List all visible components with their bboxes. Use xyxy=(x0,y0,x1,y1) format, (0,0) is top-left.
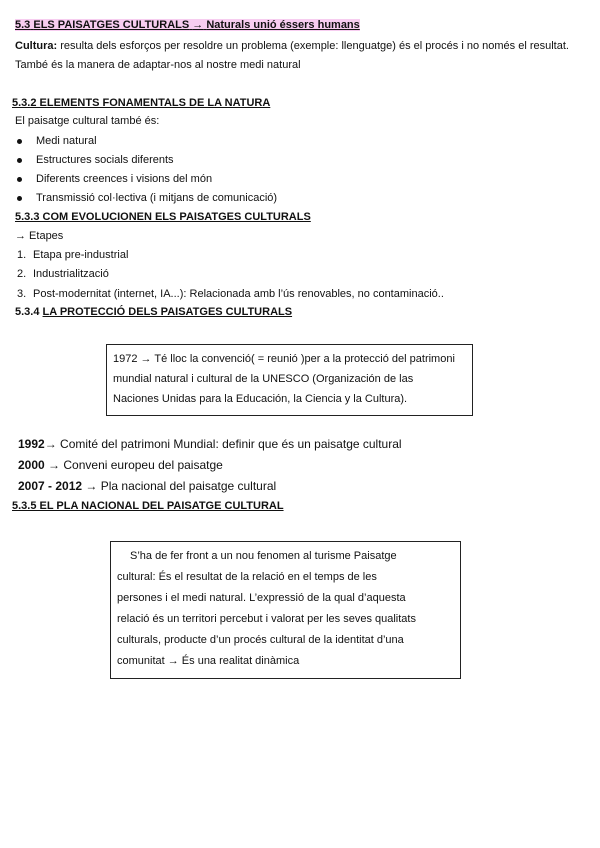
cultura-label: Cultura: xyxy=(15,40,58,52)
cultura-line2: També és la manera de adaptar-nos al nostre medi natural xyxy=(15,59,301,71)
bullet-icon xyxy=(17,177,22,182)
bullet-icon xyxy=(17,196,22,201)
section-5-3-2-heading: 5.3.2 ELEMENTS FONAMENTALS DE LA NATURA xyxy=(12,97,271,109)
list-item: Medi natural xyxy=(17,135,97,147)
paisatge-cultural-box: S’ha de fer front a un nou fenomen al turisme Paisatge cultural: És el resultat de la relació en el temps de les persones i el medi natural. L’expressió de la qual d’aquesta relació és un territori percebut i valorat per les seves qualitats culturals, producte d’un procés cultural de la identitat d’una comunitat → És una realitat dinàmica xyxy=(110,541,461,679)
timeline-item: 2000 → Conveni europeu del paisatge xyxy=(18,458,223,472)
section-5-3-heading xyxy=(15,19,360,31)
list-item: Transmissió col·lectiva (i mitjans de comunicació) xyxy=(17,192,277,204)
list-item: 1. Etapa pre-industrial xyxy=(17,249,129,261)
bullet-icon xyxy=(17,139,22,144)
list-item: 3. Post-modernitat (internet, IA...): Relacionada amb l’ús renovables, no contaminació.. xyxy=(17,288,444,300)
section-5-3-5-heading: 5.3.5 EL PLA NACIONAL DEL PAISATGE CULTURAL xyxy=(12,500,284,512)
list-item: Diferents creences i visions del món xyxy=(17,173,212,185)
cultura-definition xyxy=(15,40,569,52)
section-5-3-title: 5.3 ELS PAISATGES CULTURALS → Naturals unió éssers humans xyxy=(15,19,360,31)
section-5-3-3-heading: 5.3.3 COM EVOLUCIONEN ELS PAISATGES CULTURALS xyxy=(15,211,311,223)
cultura-text: resulta dels esforços per resoldre un problema (exemple: llenguatge) és el procés i no només el resultat. xyxy=(60,40,569,52)
timeline-item: 2007 - 2012 → Pla nacional del paisatge cultural xyxy=(18,479,277,493)
unesco-box: 1972 → Té lloc la convenció( = reunió )per a la protecció del patrimoni mundial natural i cultural de la UNESCO (Organización de las Naciones Unidas para la Educación, la Ciencia y la Cultura). xyxy=(106,344,473,416)
section-5-3-2-intro: El paisatge cultural també és: xyxy=(15,115,160,127)
timeline-item: 1992→ Comité del patrimoni Mundial: definir que és un paisatge cultural xyxy=(18,437,402,451)
section-5-3-4-heading: 5.3.4 LA PROTECCIÓ DELS PAISATGES CULTURALS xyxy=(15,306,293,318)
list-item: 2. Industrialització xyxy=(17,268,109,280)
bullet-icon xyxy=(17,158,22,163)
etapes-label: → Etapes xyxy=(15,230,64,242)
list-item: Estructures socials diferents xyxy=(17,154,174,166)
